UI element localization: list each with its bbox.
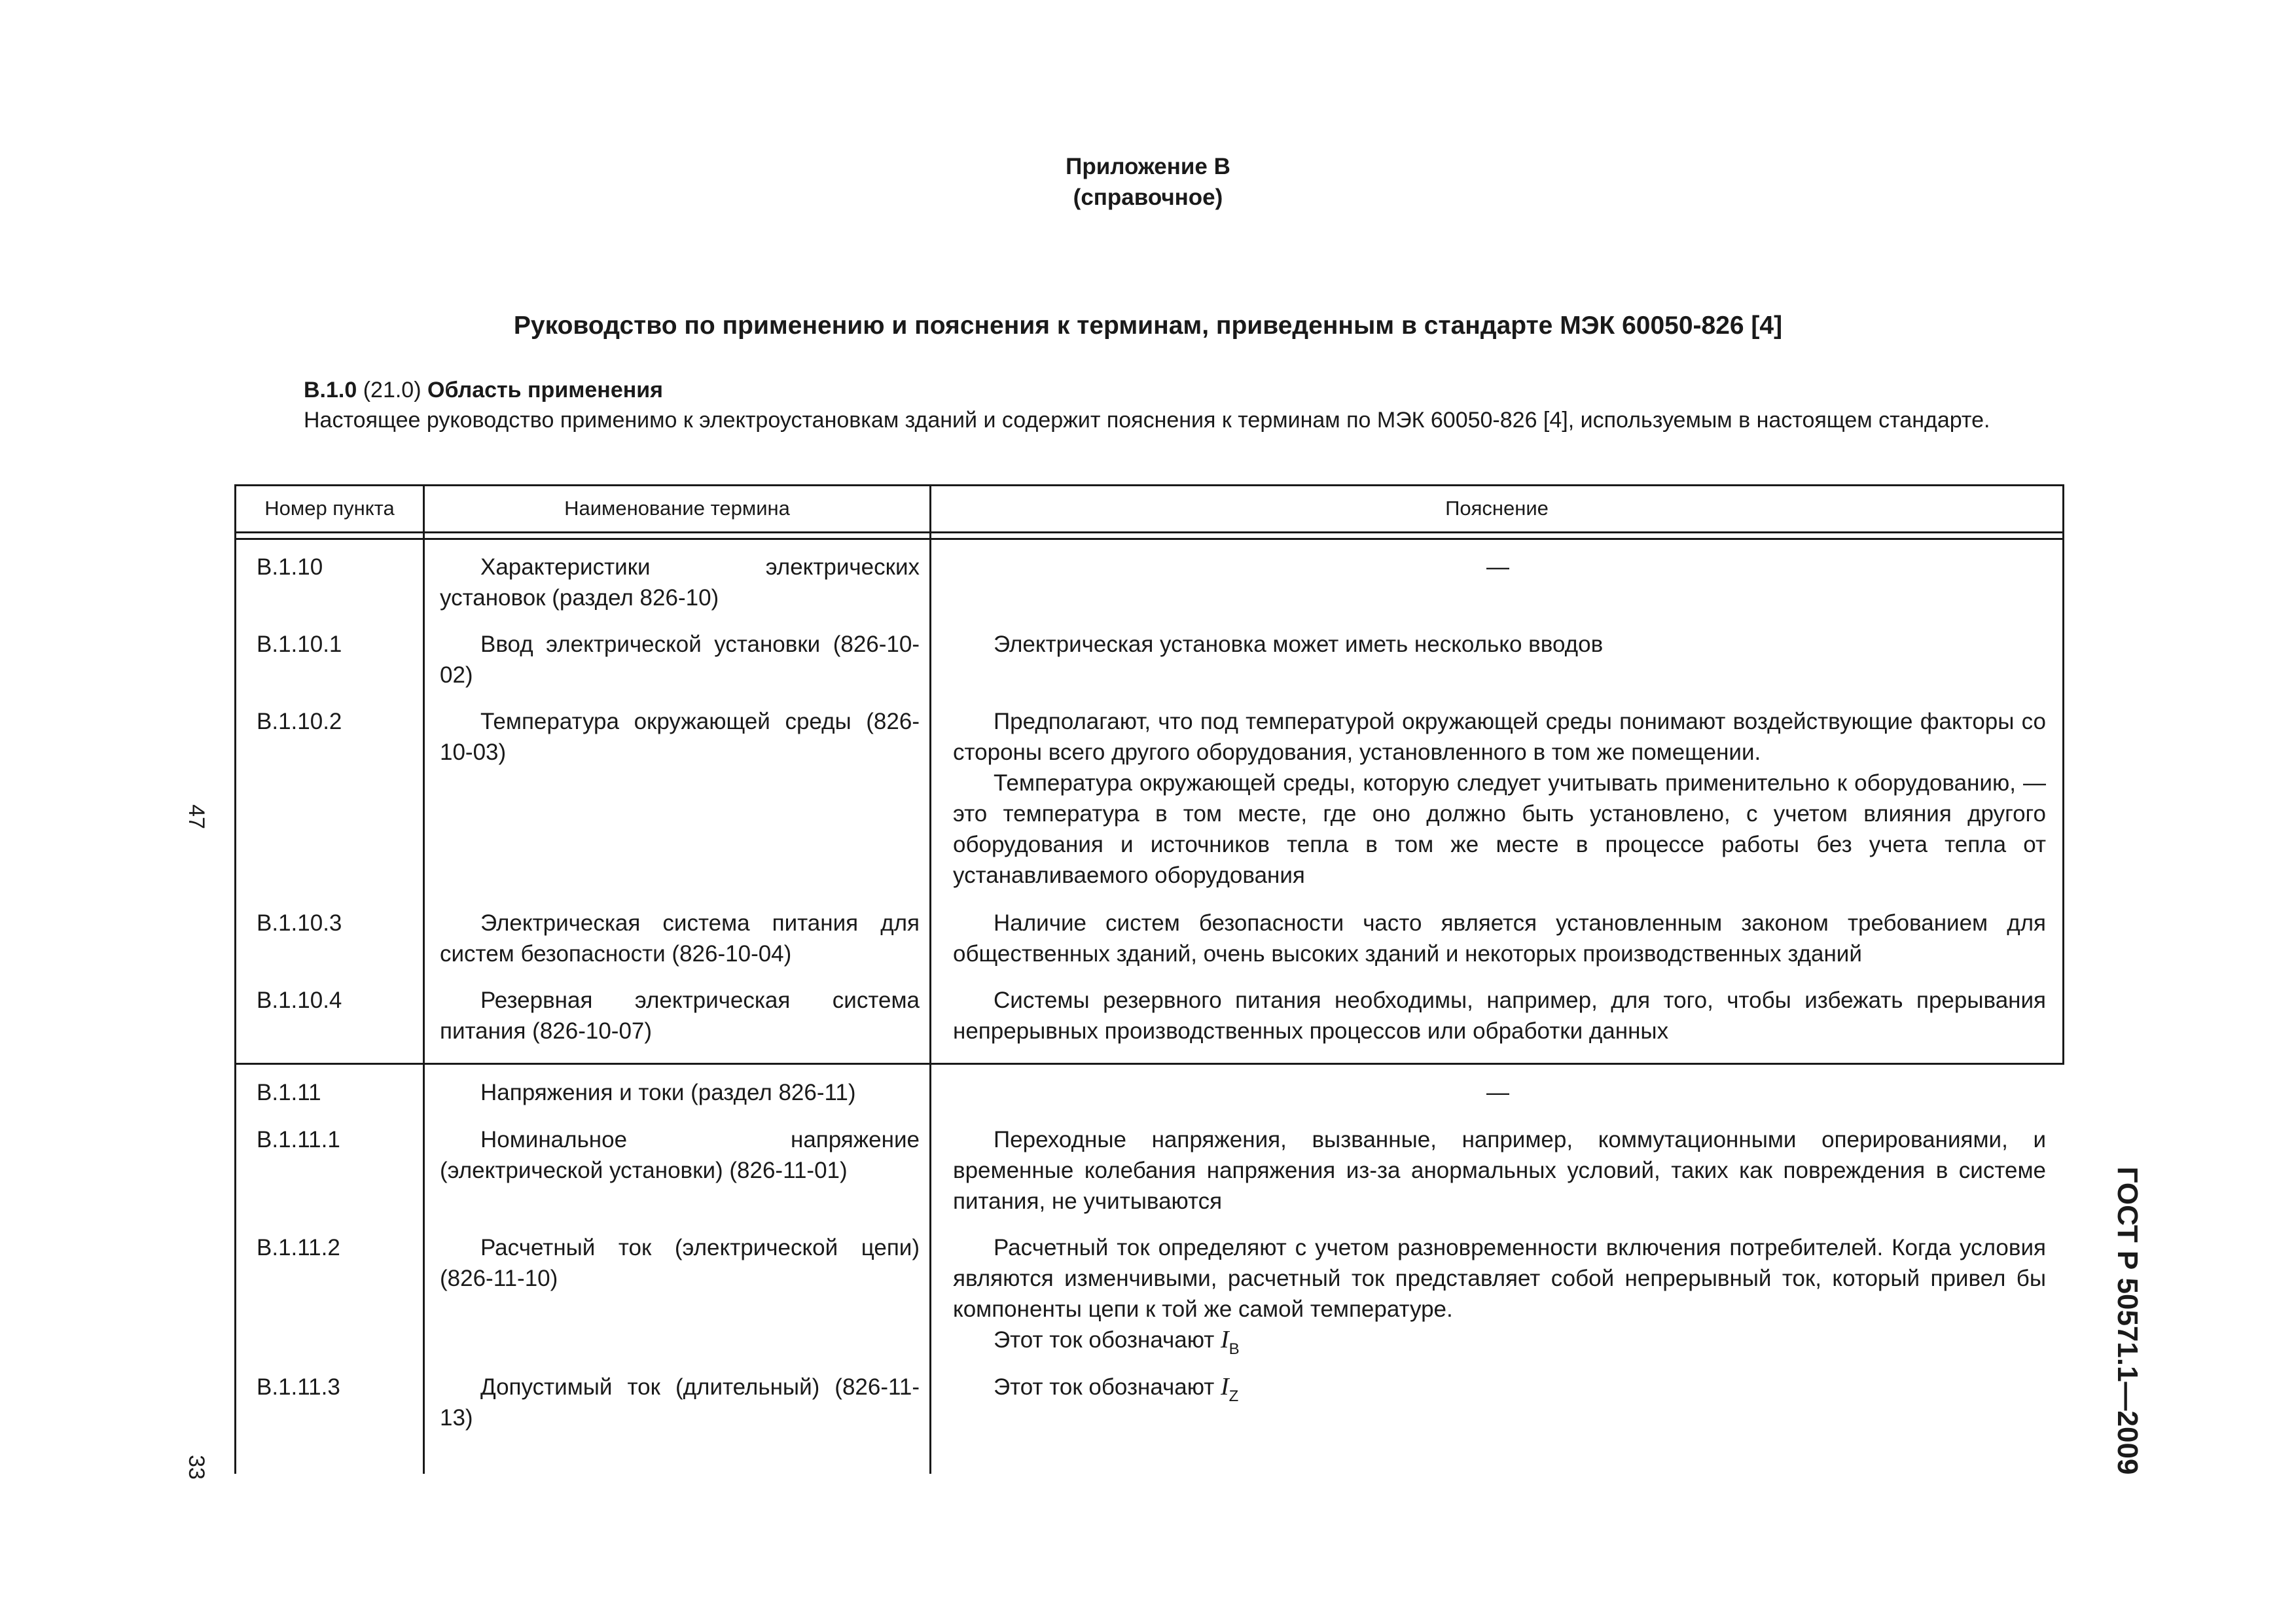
- row-explanation: [953, 1232, 2046, 1364]
- header-term: Наименование термина: [564, 497, 790, 520]
- header-rule-2: [234, 538, 2064, 540]
- row-number: В.1.10.2: [257, 709, 342, 734]
- explanation-paragraph: Предполагают, что под температурой окружающей среды понимают воздействующие факторы со стороны всего другого оборудования, установленного в том же помещении.: [953, 709, 2046, 765]
- header-number: Номер пункта: [264, 497, 395, 520]
- row-explanation: [953, 1124, 2046, 1217]
- clause-title: Область применения: [427, 378, 664, 402]
- clause-number: В.1.0: [304, 378, 357, 402]
- row-term: Расчетный ток (электрической цепи) (826-11-10): [440, 1235, 920, 1291]
- appendix-subtitle: (справочное): [1073, 185, 1223, 210]
- explanation-paragraph: Переходные напряжения, вызванные, например, коммутационными оперированиями, и временные колебания напряжения из-за анормальных условий, таких как повреждения в системе питания, не учитываются: [953, 1127, 2046, 1214]
- row-term: Резервная электрическая система питания (826-10-07): [440, 988, 920, 1044]
- group-divider: [234, 1063, 2064, 1065]
- header-explanation: Пояснение: [1445, 497, 1549, 520]
- column-divider-1: [423, 484, 425, 1474]
- section-title: Руководство по применению и пояснения к терминам, приведенным в стандарте МЭК 60050-826 [4]: [513, 312, 1783, 340]
- row-explanation: —: [1486, 1080, 1509, 1105]
- table-top-border: [234, 484, 2064, 486]
- row-term: Характеристики электрических установок (раздел 826-10): [440, 554, 920, 611]
- row-explanation: [953, 706, 2046, 891]
- current-symbol: $I_B$: [1221, 1326, 1240, 1358]
- row-term: Напряжения и токи (раздел 826-11): [480, 1080, 856, 1105]
- clause-heading: [234, 376, 2064, 405]
- page-number-top: 47: [184, 804, 209, 829]
- row-number: В.1.10: [257, 554, 323, 580]
- row-number: В.1.10.4: [257, 988, 342, 1013]
- explanation-paragraph: Наличие систем безопасности часто является установленным законом требованием для общественных зданий, очень высоких зданий и некоторых производственных зданий: [953, 910, 2046, 967]
- clause-ref: (21.0): [363, 378, 422, 402]
- header-rule-1: [234, 531, 2064, 533]
- row-term: Температура окружающей среды (826-10-03): [440, 709, 920, 765]
- row-explanation: [953, 629, 2046, 660]
- row-term: Допустимый ток (длительный) (826-11-13): [440, 1374, 920, 1431]
- row-explanation: [953, 908, 2046, 969]
- row-number: В.1.11.2: [257, 1235, 340, 1260]
- row-term: Электрическая система питания для систем безопасности (826-10-04): [440, 910, 920, 967]
- row-number: В.1.11.3: [257, 1374, 340, 1400]
- row-number: В.1.10.1: [257, 632, 342, 657]
- row-explanation: [953, 985, 2046, 1046]
- row-number: В.1.11: [257, 1080, 321, 1105]
- explanation-paragraph: Электрическая установка может иметь несколько вводов: [994, 632, 1604, 657]
- explanation-paragraph: Этот ток обозначают $I_B$: [994, 1326, 1240, 1358]
- row-explanation: —: [1486, 554, 1509, 580]
- appendix-title: Приложение В: [1066, 154, 1230, 179]
- row-number: В.1.11.1: [257, 1127, 340, 1152]
- explanation-paragraph: Системы резервного питания необходимы, например, для того, чтобы избежать прерывания непрерывных производственных процессов или обработки данных: [953, 988, 2046, 1044]
- row-explanation: [953, 1372, 2046, 1412]
- row-term: Номинальное напряжение (электрической установки) (826-11-01): [440, 1127, 920, 1183]
- column-divider-2: [929, 484, 931, 1474]
- table-right-border: [2062, 484, 2064, 1064]
- row-number: В.1.10.3: [257, 910, 342, 936]
- row-term: Ввод электрической установки (826-10-02): [440, 632, 920, 688]
- explanation-paragraph: Расчетный ток определяют с учетом разновременности включения потребителей. Когда условия являются изменчивыми, расчетный ток представляет собой непрерывный ток, который привел бы компоненты цепи к той же самой температуре.: [953, 1235, 2046, 1322]
- page-number-bottom: 33: [184, 1455, 209, 1480]
- clause-text: Настоящее руководство применимо к электроустановкам зданий и содержит пояснения к терминам по МЭК 60050-826 [4], используемым в настоящем стандарте.: [304, 408, 1990, 433]
- standard-designation: ГОСТ Р 50571.1—2009: [2111, 1166, 2144, 1475]
- table-left-border: [234, 484, 236, 1474]
- current-symbol: $I_Z$: [1221, 1373, 1239, 1405]
- explanation-paragraph: Температура окружающей среды, которую следует учитывать применительно к оборудованию, — это температура в том месте, где оно должно быть установлено, с учетом влияния другого оборудования и источников тепла в том же месте в процессе работы без учета тепла от устанавливаемого оборудования: [953, 770, 2046, 888]
- explanation-paragraph: Этот ток обозначают $I_Z$: [994, 1373, 1239, 1405]
